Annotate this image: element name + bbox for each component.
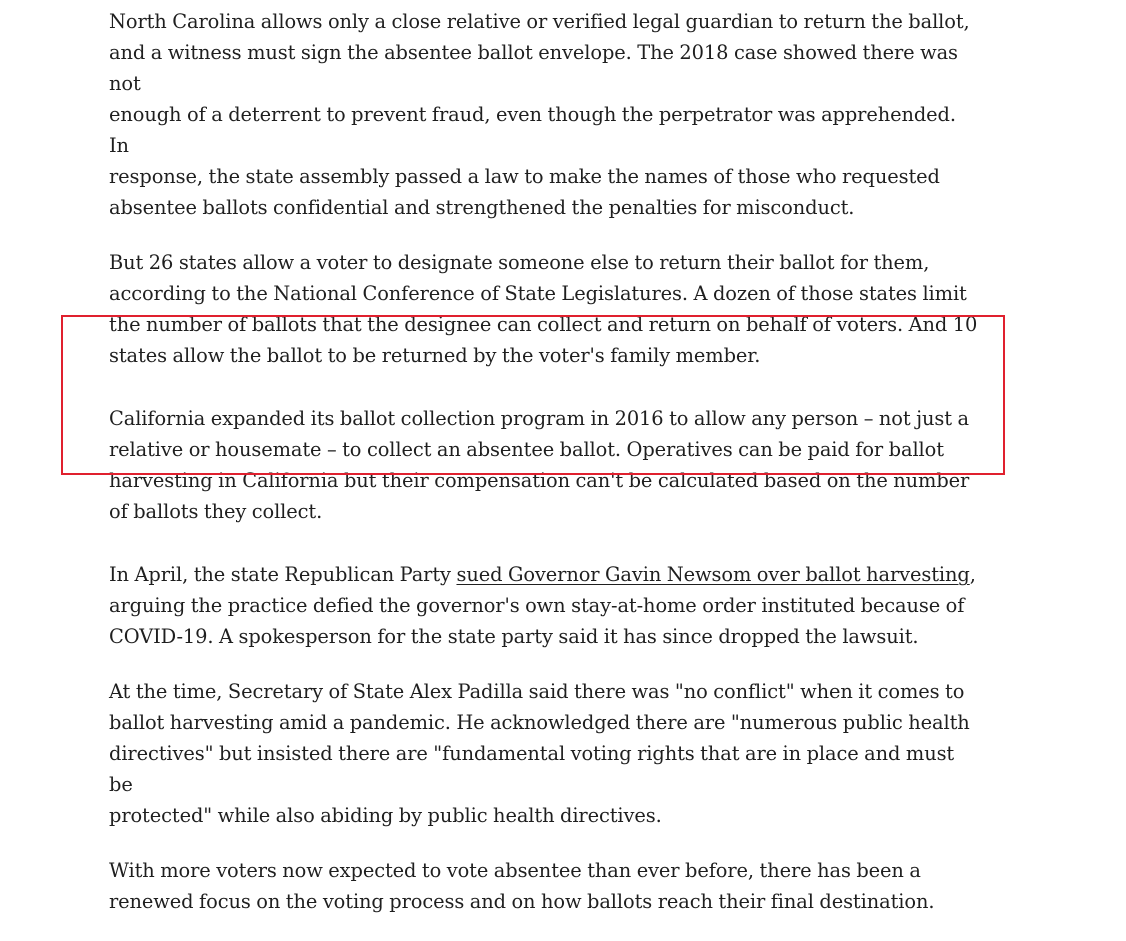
paragraph-north-carolina: North Carolina allows only a close relative or verified legal guardian to return the ballot, and a witness must sign the absentee ballot envelope. The 2018 case showed there was not enough of a deterrent to prevent fraud, even though the perpetrator was apprehended. In response, the state assembly passed a law to make the names of those who requested absentee ballots confidential and strengthened the penalties for misconduct. [109,10,970,219]
paragraph-26-states: But 26 states allow a voter to designate someone else to return their ballot for them, according to the National Conference of State Legislatures. A dozen of those states limit the number of ballots that the designee can collect and return on behalf of voters. And 10 states allow the ballot to be returned by the voter's family member. [109,251,978,367]
paragraph-more-voters: With more voters now expected to vote absentee than ever before, there has been a renewed focus on the voting process and on how ballots reach their final destination. [109,859,935,913]
paragraph-padilla: At the time, Secretary of State Alex Padilla said there was "no conflict" when it comes to ballot harvesting amid a pandemic. He acknowledged there are "numerous public health directives" but insisted there are "fundamental voting rights that are in place and must be protected" while also abiding by public health directives. [109,680,970,827]
paragraph-april-lawsuit-rest: , arguing the practice defied the governor's own stay-at-home order instituted because of COVID-19. A spokesperson for the state party said it has since dropped the lawsuit. [109,563,976,648]
paragraph-california: California expanded its ballot collection program in 2016 to allow any person – not just a relative or housemate – to collect an absentee ballot. Operatives can be paid for ballot harvesting in California but their compensation can't be calculated based on the number of ballots they collect. [109,407,970,523]
paragraph-april-lawsuit [109,559,979,652]
article-body [109,6,979,941]
paragraph-april-lawsuit-intro: In April, the state Republican Party [109,563,457,586]
lawsuit-link[interactable]: sued Governor Gavin Newsom over ballot harvesting [456,563,970,586]
